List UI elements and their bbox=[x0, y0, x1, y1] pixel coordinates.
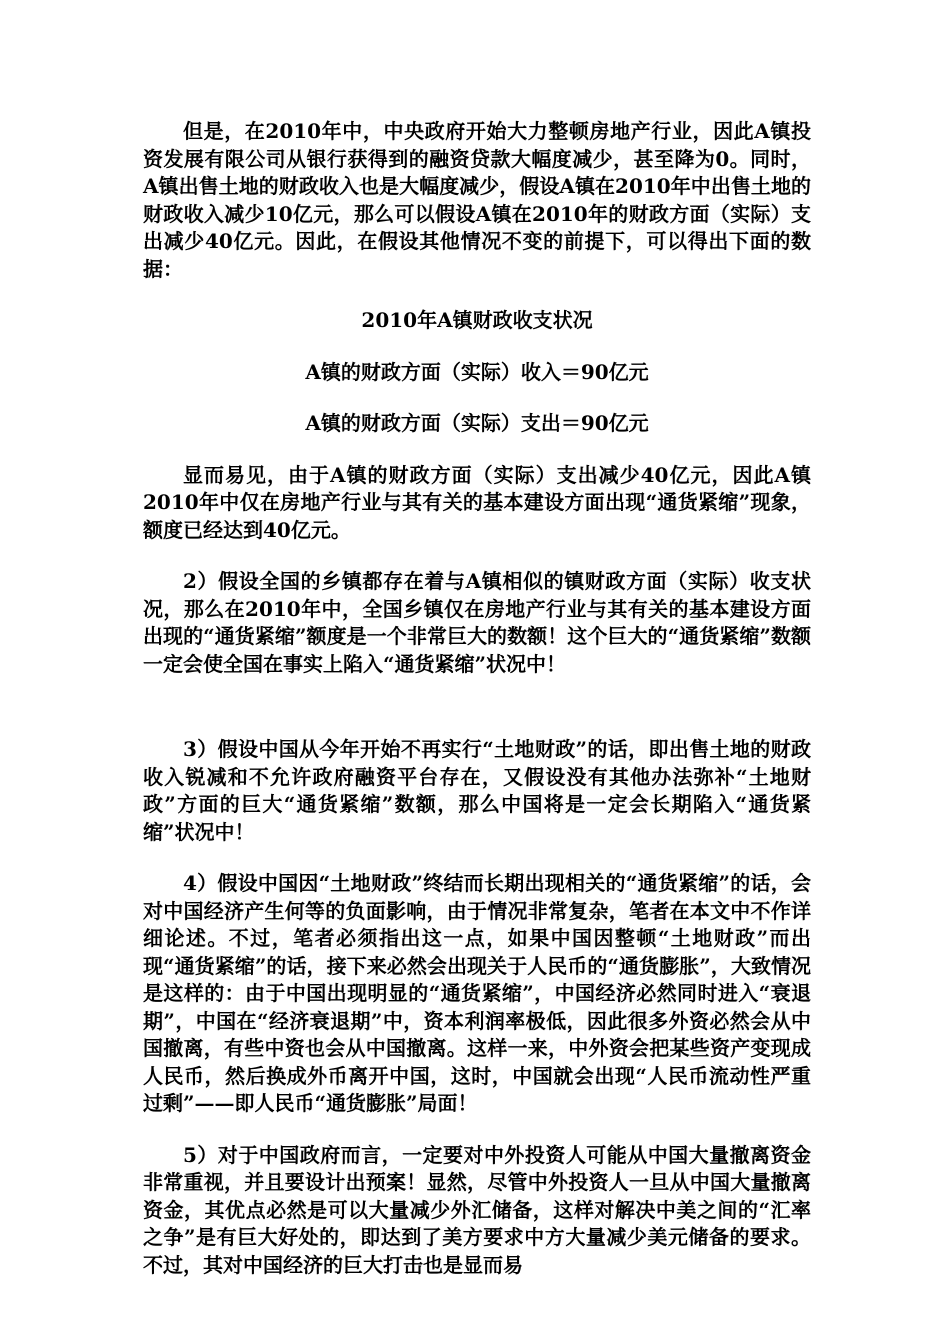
document-body bbox=[143, 118, 811, 1279]
paragraph-point-4: 4）假设中国因“土地财政”终结而长期出现相关的“通货紧缩”的话，会对中国经济产生何等的负面影响，由于情况非常复杂，笔者在本文中不作详细论述。不过，笔者必须指出这一点，如果中国因整顿“土地财政”而出现“通货紧缩”的话，接下来必然会出现关于人民币的“通货膨胀”，大致情况是这样的：由于中国出现明显的“通货紧缩”，中国经济必然同时进入“衰退期”，中国在“经济衰退期”中，资本利润率极低，因此很多外资必然会从中国撤离，有些中资也会从中国撤离。这样一来，中外资会把某些资产变现成人民币，然后换成外币离开中国，这时，中国就会出现“人民币流动性严重过剩”——即人民币“通货膨胀”局面！ bbox=[143, 871, 811, 1115]
paragraph-point-3: 3）假设中国从今年开始不再实行“土地财政”的话，即出售土地的财政收入锐减和不允许政府融资平台存在，又假设没有其他办法弥补“土地财政”方面的巨大“通货紧缩”数额，那么中国将是一定会长期陷入“通货紧缩”状况中！ bbox=[143, 737, 811, 844]
table-title: 2010年A镇财政收支状况 bbox=[361, 308, 593, 332]
paragraph-deflation-a-town: 显而易见，由于A镇的财政方面（实际）支出减少40亿元，因此A镇2010年中仅在房地产行业与其有关的基本建设方面出现“通货紧缩”现象，额度已经达到40亿元。 bbox=[143, 462, 811, 542]
revenue-line: A镇的财政方面（实际）收入＝90亿元 bbox=[305, 359, 649, 384]
paragraph-point-5: 5）对于中国政府而言，一定要对中外投资人可能从中国大量撤离资金非常重视，并且要设计出预案！显然，尽管中外投资人一旦从中国大量撤离资金，其优点必然是可以大量减少外汇储备，这样对解决中美之间的“汇率之争”是有巨大好处的，即达到了美方要求中方大量减少美元储备的要求。不过，其对中国经济的巨大打击也是显而易 bbox=[143, 1142, 811, 1277]
paragraph-point-2: 2）假设全国的乡镇都存在着与A镇相似的镇财政方面（实际）收支状况，那么在2010年中，全国乡镇仅在房地产行业与其有关的基本建设方面出现的“通货紧缩”额度是一个非常巨大的数额！这个巨大的“通货紧缩”数额一定会使全国在事实上陷入“通货紧缩”状况中！ bbox=[143, 569, 811, 676]
paragraph-land-finance-2010: 但是，在2010年中，中央政府开始大力整顿房地产行业，因此A镇投资发展有限公司从银行获得到的融资贷款大幅度减少，甚至降为0。同时，A镇出售土地的财政收入也是大幅度减少，假设A镇在2010年中出售土地的财政收入减少10亿元，那么可以假设A镇在2010年的财政方面（实际）支出减少40亿元。因此，在假设其他情况不变的前提下，可以得出下面的数据： bbox=[143, 119, 811, 281]
expenditure-line: A镇的财政方面（实际）支出＝90亿元 bbox=[305, 411, 649, 435]
